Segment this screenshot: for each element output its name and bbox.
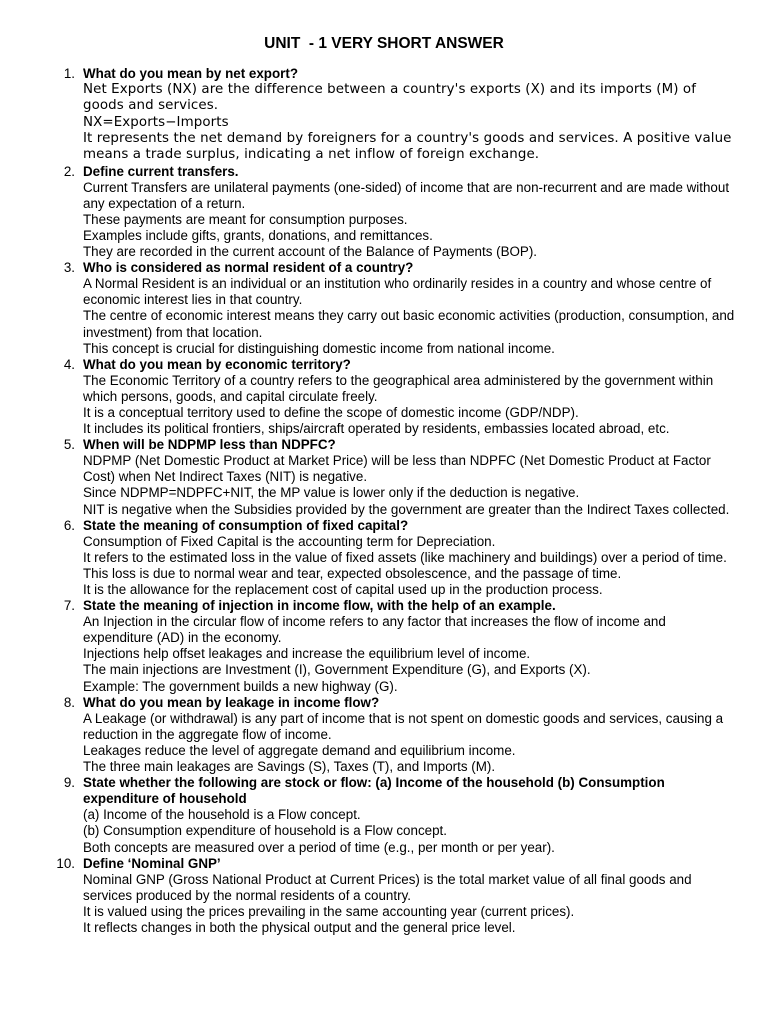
question-number: 4. bbox=[63, 356, 75, 372]
answer-line: This loss is due to normal wear and tear, expected obsolescence, and the passage of time. bbox=[83, 565, 622, 581]
answer-line: Leakages reduce the level of aggregate demand and equilibrium income. bbox=[83, 742, 516, 758]
question-item bbox=[55, 856, 735, 936]
answer-line: NDPMP (Net Domestic Product at Market Price) will be less than NDPFC (Net Domestic Product at Factor Cost) when Net Indirect Taxes (NIT) is negative. bbox=[83, 453, 711, 485]
question-number: 7. bbox=[63, 598, 75, 614]
answer-line: It is a conceptual territory used to define the scope of domestic income (GDP/NDP). bbox=[83, 404, 579, 420]
answer-line: A Normal Resident is an individual or an institution who ordinarily resides in a country and whose centre of economic interest lies in that country. bbox=[83, 276, 712, 308]
question-text: Define ‘Nominal GNP’ bbox=[83, 855, 221, 871]
answer-line: Consumption of Fixed Capital is the accounting term for Depreciation. bbox=[83, 533, 496, 549]
question-text: What do you mean by leakage in income flow? bbox=[83, 694, 380, 710]
question-item bbox=[55, 775, 735, 855]
answer-line: The three main leakages are Savings (S), Taxes (T), and Imports (M). bbox=[83, 759, 496, 775]
question-item bbox=[55, 437, 735, 517]
answer-line: (b) Consumption expenditure of household is a Flow concept. bbox=[83, 823, 447, 839]
answer-line: It includes its political frontiers, ships/aircraft operated by residents, embassies located abroad, etc. bbox=[83, 421, 670, 437]
answer-line: Nominal GNP (Gross National Product at Current Prices) is the total market value of all final goods and services produced by the normal residents of a country. bbox=[83, 871, 692, 903]
answer-line: NX=Exports−Imports bbox=[83, 114, 229, 130]
page-title: UNIT - 1 VERY SHORT ANSWER bbox=[264, 35, 504, 52]
question-item bbox=[55, 598, 735, 695]
answer-line: Example: The government builds a new highway (G). bbox=[83, 678, 398, 694]
question-item bbox=[55, 695, 735, 775]
question-item bbox=[55, 260, 735, 357]
answer-line: Both concepts are measured over a period of time (e.g., per month or per year). bbox=[83, 839, 555, 855]
answer-line: The Economic Territory of a country refers to the geographical area administered by the government within which persons, goods, and capital circulate freely. bbox=[83, 372, 714, 404]
question-number: 3. bbox=[63, 260, 75, 276]
question-text: State whether the following are stock or flow: (a) Income of the household (b) Consumption expenditure of household bbox=[83, 775, 665, 807]
question-number: 2. bbox=[63, 163, 75, 179]
answer-line: It reflects changes in both the physical output and the general price level. bbox=[83, 919, 516, 935]
answer-line: The centre of economic interest means they carry out basic economic activities (production, consumption, and investment) from that location. bbox=[83, 308, 735, 340]
answer-line: An Injection in the circular flow of income refers to any factor that increases the flow of income and expenditure (AD) in the economy. bbox=[83, 614, 666, 646]
question-number: 1. bbox=[63, 66, 75, 81]
question-text: State the meaning of injection in income flow, with the help of an example. bbox=[83, 598, 556, 614]
answer-line: Injections help offset leakages and increase the equilibrium level of income. bbox=[83, 646, 531, 662]
answer-line: Net Exports (NX) are the difference between a country's exports (X) and its imports (M) of goods and services. bbox=[83, 82, 697, 114]
answer-line: These payments are meant for consumption purposes. bbox=[83, 211, 408, 227]
answer-line: (a) Income of the household is a Flow concept. bbox=[83, 807, 361, 823]
question-number: 6. bbox=[63, 517, 75, 533]
answer-line: This concept is crucial for distinguishing domestic income from national income. bbox=[83, 340, 555, 356]
question-item bbox=[55, 518, 735, 598]
question-text: What do you mean by economic territory? bbox=[83, 356, 351, 372]
answer-line: NIT is negative when the Subsidies provided by the government are greater than the Indirect Taxes collected. bbox=[83, 501, 730, 517]
question-number: 5. bbox=[63, 437, 75, 453]
question-number: 9. bbox=[63, 775, 75, 791]
question-item bbox=[55, 164, 735, 261]
answer-line: A Leakage (or withdrawal) is any part of income that is not spent on domestic goods and services, causing a reduction in the aggregate flow of income. bbox=[83, 710, 724, 742]
answer-line: It represents the net demand by foreigners for a country's goods and services. A positive value means a trade surplus, indicating a net inflow of foreign exchange. bbox=[83, 130, 732, 163]
question-text: When will be NDPMP less than NDPFC? bbox=[83, 437, 336, 453]
answer-line: It refers to the estimated loss in the value of fixed assets (like machinery and buildings) over a period of time. bbox=[83, 549, 727, 565]
question-text: Define current transfers. bbox=[83, 163, 239, 179]
answer-line: Since NDPMP=NDPFC+NIT, the MP value is lower only if the deduction is negative. bbox=[83, 485, 580, 501]
answer-line: They are recorded in the current account of the Balance of Payments (BOP). bbox=[83, 244, 538, 260]
question-list bbox=[55, 66, 735, 936]
answer-line: It is the allowance for the replacement cost of capital used up in the production process. bbox=[83, 582, 603, 598]
answer-line: The main injections are Investment (I), Government Expenditure (G), and Exports (X). bbox=[83, 662, 591, 678]
answer-line: Current Transfers are unilateral payments (one-sided) of income that are non-recurrent and are made without any expectation of a return. bbox=[83, 179, 730, 211]
question-item bbox=[55, 66, 735, 164]
answer-line: It is valued using the prices prevailing in the same accounting year (current prices). bbox=[83, 903, 575, 919]
answer-line: Examples include gifts, grants, donations, and remittances. bbox=[83, 227, 433, 243]
question-text: State the meaning of consumption of fixed capital? bbox=[83, 517, 409, 533]
question-item bbox=[55, 357, 735, 437]
question-number: 10. bbox=[56, 855, 75, 871]
question-text: What do you mean by net export? bbox=[83, 66, 299, 81]
question-text: Who is considered as normal resident of a country? bbox=[83, 260, 414, 276]
question-number: 8. bbox=[63, 694, 75, 710]
